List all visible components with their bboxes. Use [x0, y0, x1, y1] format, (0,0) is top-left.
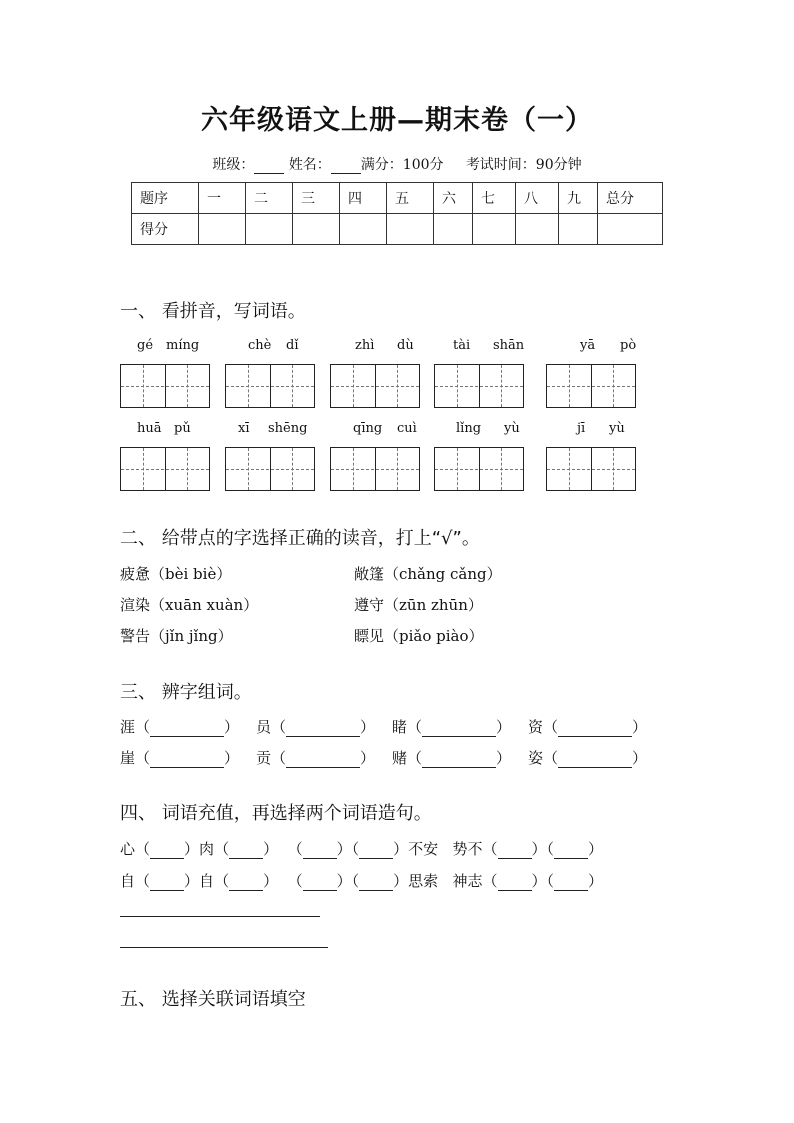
- word-formation-item: 涯（ ）: [120, 718, 240, 736]
- header-cell: 七: [473, 183, 516, 214]
- idiom-row: 心（ ）肉（ ） （ ）（ ）不安 势不（ ）（ ）: [120, 840, 604, 858]
- writing-grid[interactable]: [225, 364, 315, 408]
- reading-item[interactable]: 渲染（xuān xuàn）: [120, 596, 259, 614]
- writing-grid[interactable]: [546, 364, 636, 408]
- pinyin: chè: [248, 338, 272, 353]
- answer-blank[interactable]: [558, 720, 632, 737]
- answer-blank[interactable]: [229, 874, 263, 891]
- answer-blank[interactable]: [303, 874, 337, 891]
- reading-item[interactable]: 警告（jǐn jǐng）: [120, 627, 233, 645]
- score-row-label: 得分: [132, 214, 199, 245]
- pinyin: dù: [397, 338, 414, 353]
- score-cell[interactable]: [340, 214, 387, 245]
- pinyin: qīng: [353, 421, 383, 436]
- answer-blank[interactable]: [554, 842, 588, 859]
- word-formation-item: 赌（ ）: [392, 749, 512, 767]
- score-cell[interactable]: [293, 214, 340, 245]
- writing-grid[interactable]: [330, 447, 420, 491]
- pinyin: huā: [137, 421, 162, 436]
- pinyin: dǐ: [286, 338, 299, 353]
- answer-blank[interactable]: [359, 842, 393, 859]
- score-row: [132, 214, 663, 245]
- header-cell: 六: [434, 183, 473, 214]
- char: 睹: [392, 718, 408, 736]
- pinyin: gé: [137, 338, 154, 353]
- pinyin: tài: [453, 338, 471, 353]
- idiom-char: 自: [199, 872, 215, 890]
- score-cell[interactable]: [559, 214, 598, 245]
- score-cell[interactable]: [387, 214, 434, 245]
- char: 涯: [120, 718, 136, 736]
- score-cell[interactable]: [246, 214, 293, 245]
- pinyin: yù: [609, 421, 625, 436]
- char: 贡: [256, 749, 272, 767]
- pinyin: míng: [166, 338, 200, 353]
- writing-grid[interactable]: [120, 364, 210, 408]
- answer-blank[interactable]: [286, 751, 360, 768]
- exam-info: [0, 154, 794, 174]
- pinyin: yù: [504, 421, 520, 436]
- header-cell: 五: [387, 183, 434, 214]
- word-formation-item: 资（ ）: [528, 718, 648, 736]
- pinyin: shēng: [268, 421, 308, 436]
- class-label: 班级：: [212, 157, 255, 173]
- char: 员: [256, 718, 272, 736]
- answer-blank[interactable]: [422, 720, 496, 737]
- answer-blank[interactable]: [498, 842, 532, 859]
- answer-blank[interactable]: [150, 874, 184, 891]
- char: 赌: [392, 749, 408, 767]
- pinyin: lǐng: [456, 421, 482, 436]
- char: 资: [528, 718, 544, 736]
- idiom-char: 神志: [452, 872, 483, 890]
- idiom-char: 势不: [452, 840, 483, 858]
- score-table: [131, 182, 663, 245]
- full-score: 满分：100分: [360, 157, 444, 173]
- writing-grid[interactable]: [434, 364, 524, 408]
- reading-item[interactable]: 疲惫（bèi biè）: [120, 565, 232, 583]
- header-cell: 二: [246, 183, 293, 214]
- pinyin: xī: [238, 421, 250, 436]
- score-cell[interactable]: [598, 214, 663, 245]
- word-formation-item: 崖（ ）: [120, 749, 240, 767]
- word-formation-item: 睹（ ）: [392, 718, 512, 736]
- writing-grid[interactable]: [120, 447, 210, 491]
- name-blank[interactable]: [331, 159, 361, 174]
- header-cell: 三: [293, 183, 340, 214]
- writing-grid[interactable]: [434, 447, 524, 491]
- pinyin: pò: [620, 338, 637, 353]
- section4-heading: 四、 词语充值，再选择两个词语造句。: [120, 803, 432, 824]
- section5-heading: 五、 选择关联词语填空: [120, 989, 306, 1010]
- pinyin: cuì: [397, 421, 417, 436]
- idiom-row: 自（ ）自（ ） （ ）（ ）思索 神志（ ）（ ）: [120, 872, 604, 890]
- char: 崖: [120, 749, 136, 767]
- idiom-char: 肉: [199, 840, 215, 858]
- answer-blank[interactable]: [498, 874, 532, 891]
- sentence-line[interactable]: [120, 947, 328, 948]
- writing-grid[interactable]: [546, 447, 636, 491]
- reading-item[interactable]: 敞篷（chǎng cǎng）: [354, 565, 502, 583]
- pinyin: shān: [493, 338, 525, 353]
- header-cell: 总分: [598, 183, 663, 214]
- header-cell: 四: [340, 183, 387, 214]
- reading-item[interactable]: 遵守（zūn zhūn）: [354, 596, 483, 614]
- score-cell[interactable]: [199, 214, 246, 245]
- score-cell[interactable]: [516, 214, 559, 245]
- score-cell[interactable]: [473, 214, 516, 245]
- writing-grid[interactable]: [225, 447, 315, 491]
- name-label: 姓名：: [288, 157, 331, 173]
- writing-grid[interactable]: [330, 364, 420, 408]
- answer-blank[interactable]: [150, 720, 224, 737]
- answer-blank[interactable]: [558, 751, 632, 768]
- section2-heading: 二、 给带点的字选择正确的读音，打上“√”。: [120, 528, 480, 549]
- word-formation-item: 员（ ）: [256, 718, 376, 736]
- answer-blank[interactable]: [554, 874, 588, 891]
- score-header-row: [132, 183, 663, 214]
- pinyin: yā: [580, 338, 596, 353]
- answer-blank[interactable]: [303, 842, 337, 859]
- answer-blank[interactable]: [422, 751, 496, 768]
- idiom-char: 自: [120, 872, 136, 890]
- answer-blank[interactable]: [150, 751, 224, 768]
- header-cell: 一: [199, 183, 246, 214]
- idiom-char: 心: [120, 840, 136, 858]
- section3-heading: 三、 辨字组词。: [120, 682, 252, 703]
- answer-blank[interactable]: [150, 842, 184, 859]
- idiom-char: 思索: [408, 872, 439, 890]
- pinyin: jī: [577, 421, 586, 436]
- word-formation-item: 姿（ ）: [528, 749, 648, 767]
- header-cell: 题序: [132, 183, 199, 214]
- answer-blank[interactable]: [359, 874, 393, 891]
- idiom-char: 不安: [408, 840, 439, 858]
- reading-item[interactable]: 瞟见（piǎo piào）: [354, 627, 484, 645]
- page-title: 六年级语文上册—期末卷（一）: [201, 105, 593, 136]
- score-cell[interactable]: [434, 214, 473, 245]
- answer-blank[interactable]: [229, 842, 263, 859]
- char: 姿: [528, 749, 544, 767]
- answer-blank[interactable]: [286, 720, 360, 737]
- word-formation-item: 贡（ ）: [256, 749, 376, 767]
- header-cell: 九: [559, 183, 598, 214]
- exam-time: 考试时间：90分钟: [465, 157, 582, 173]
- section1-heading: 一、 看拼音，写词语。: [120, 301, 306, 322]
- pinyin: pǔ: [174, 421, 191, 436]
- header-cell: 八: [516, 183, 559, 214]
- sentence-line[interactable]: [120, 916, 320, 917]
- pinyin: zhì: [355, 338, 375, 353]
- class-blank[interactable]: [254, 159, 284, 174]
